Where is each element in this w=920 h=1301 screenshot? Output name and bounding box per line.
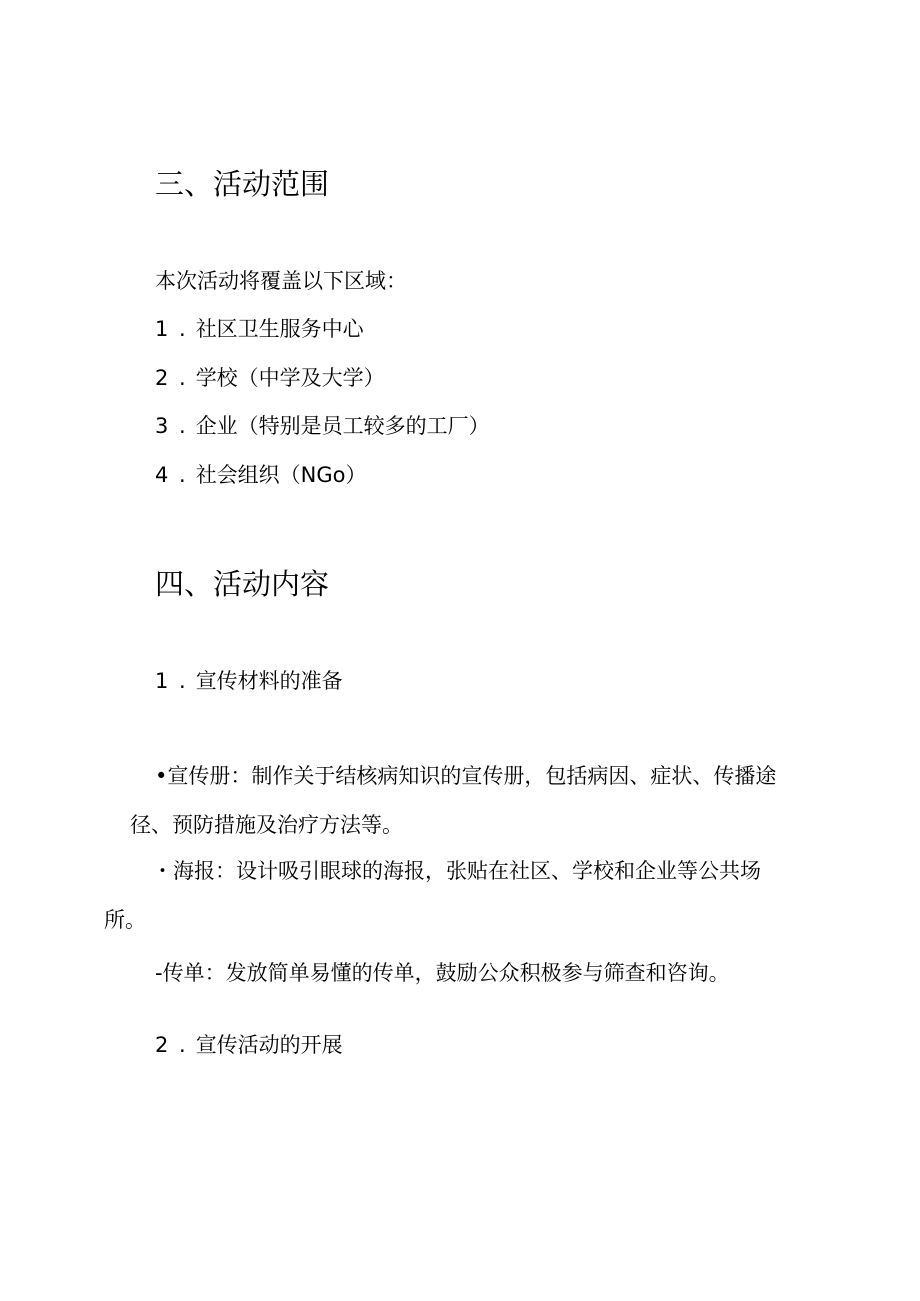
list-dot: . xyxy=(179,1033,186,1057)
list-number: 1 xyxy=(155,317,169,341)
content-subheading xyxy=(155,1030,343,1060)
bullet-brochure-line1: •宣传册：制作关于结核病知识的宣传册，包括病因、症状、传播途 xyxy=(155,764,777,788)
list-dot: . xyxy=(179,366,186,390)
scope-intro-text: 本次活动将覆盖以下区域： xyxy=(155,269,407,293)
list-number: 2 xyxy=(155,1033,169,1057)
section-heading-content: 四、活动内容 xyxy=(155,567,330,601)
list-text: 社会组织（NGo） xyxy=(195,463,367,487)
list-number: 4 xyxy=(155,463,169,487)
list-text: 企业（特别是员工较多的工厂） xyxy=(195,414,490,438)
list-number: 2 xyxy=(155,366,169,390)
bullet-flyer-line1: -传单：发放简单易懂的传单，鼓励公众积极参与筛查和咨询。 xyxy=(155,961,730,985)
content-subheading xyxy=(155,666,343,696)
bullet-brochure-line2: 径、预防措施及治疗方法等。 xyxy=(130,813,403,837)
list-text: 宣传材料的准备 xyxy=(195,669,343,693)
list-number: 3 xyxy=(155,414,169,438)
list-text: 社区卫生服务中心 xyxy=(195,317,364,341)
scope-list-item xyxy=(155,411,490,441)
list-number: 1 xyxy=(155,669,169,693)
scope-list-item xyxy=(155,314,364,344)
list-text: 学校（中学及大学） xyxy=(195,366,385,390)
list-dot: . xyxy=(179,317,186,341)
section-heading-scope: 三、活动范围 xyxy=(155,167,330,201)
bullet-poster-line1: ・海报：设计吸引眼球的海报，张贴在社区、学校和企业等公共场 xyxy=(152,859,761,883)
bullet-poster-line2: 所。 xyxy=(104,908,146,932)
scope-list-item xyxy=(155,363,385,393)
list-dot: . xyxy=(179,669,186,693)
list-dot: . xyxy=(179,414,186,438)
list-text: 宣传活动的开展 xyxy=(195,1033,343,1057)
scope-list-item xyxy=(155,460,367,490)
list-dot: . xyxy=(179,463,186,487)
